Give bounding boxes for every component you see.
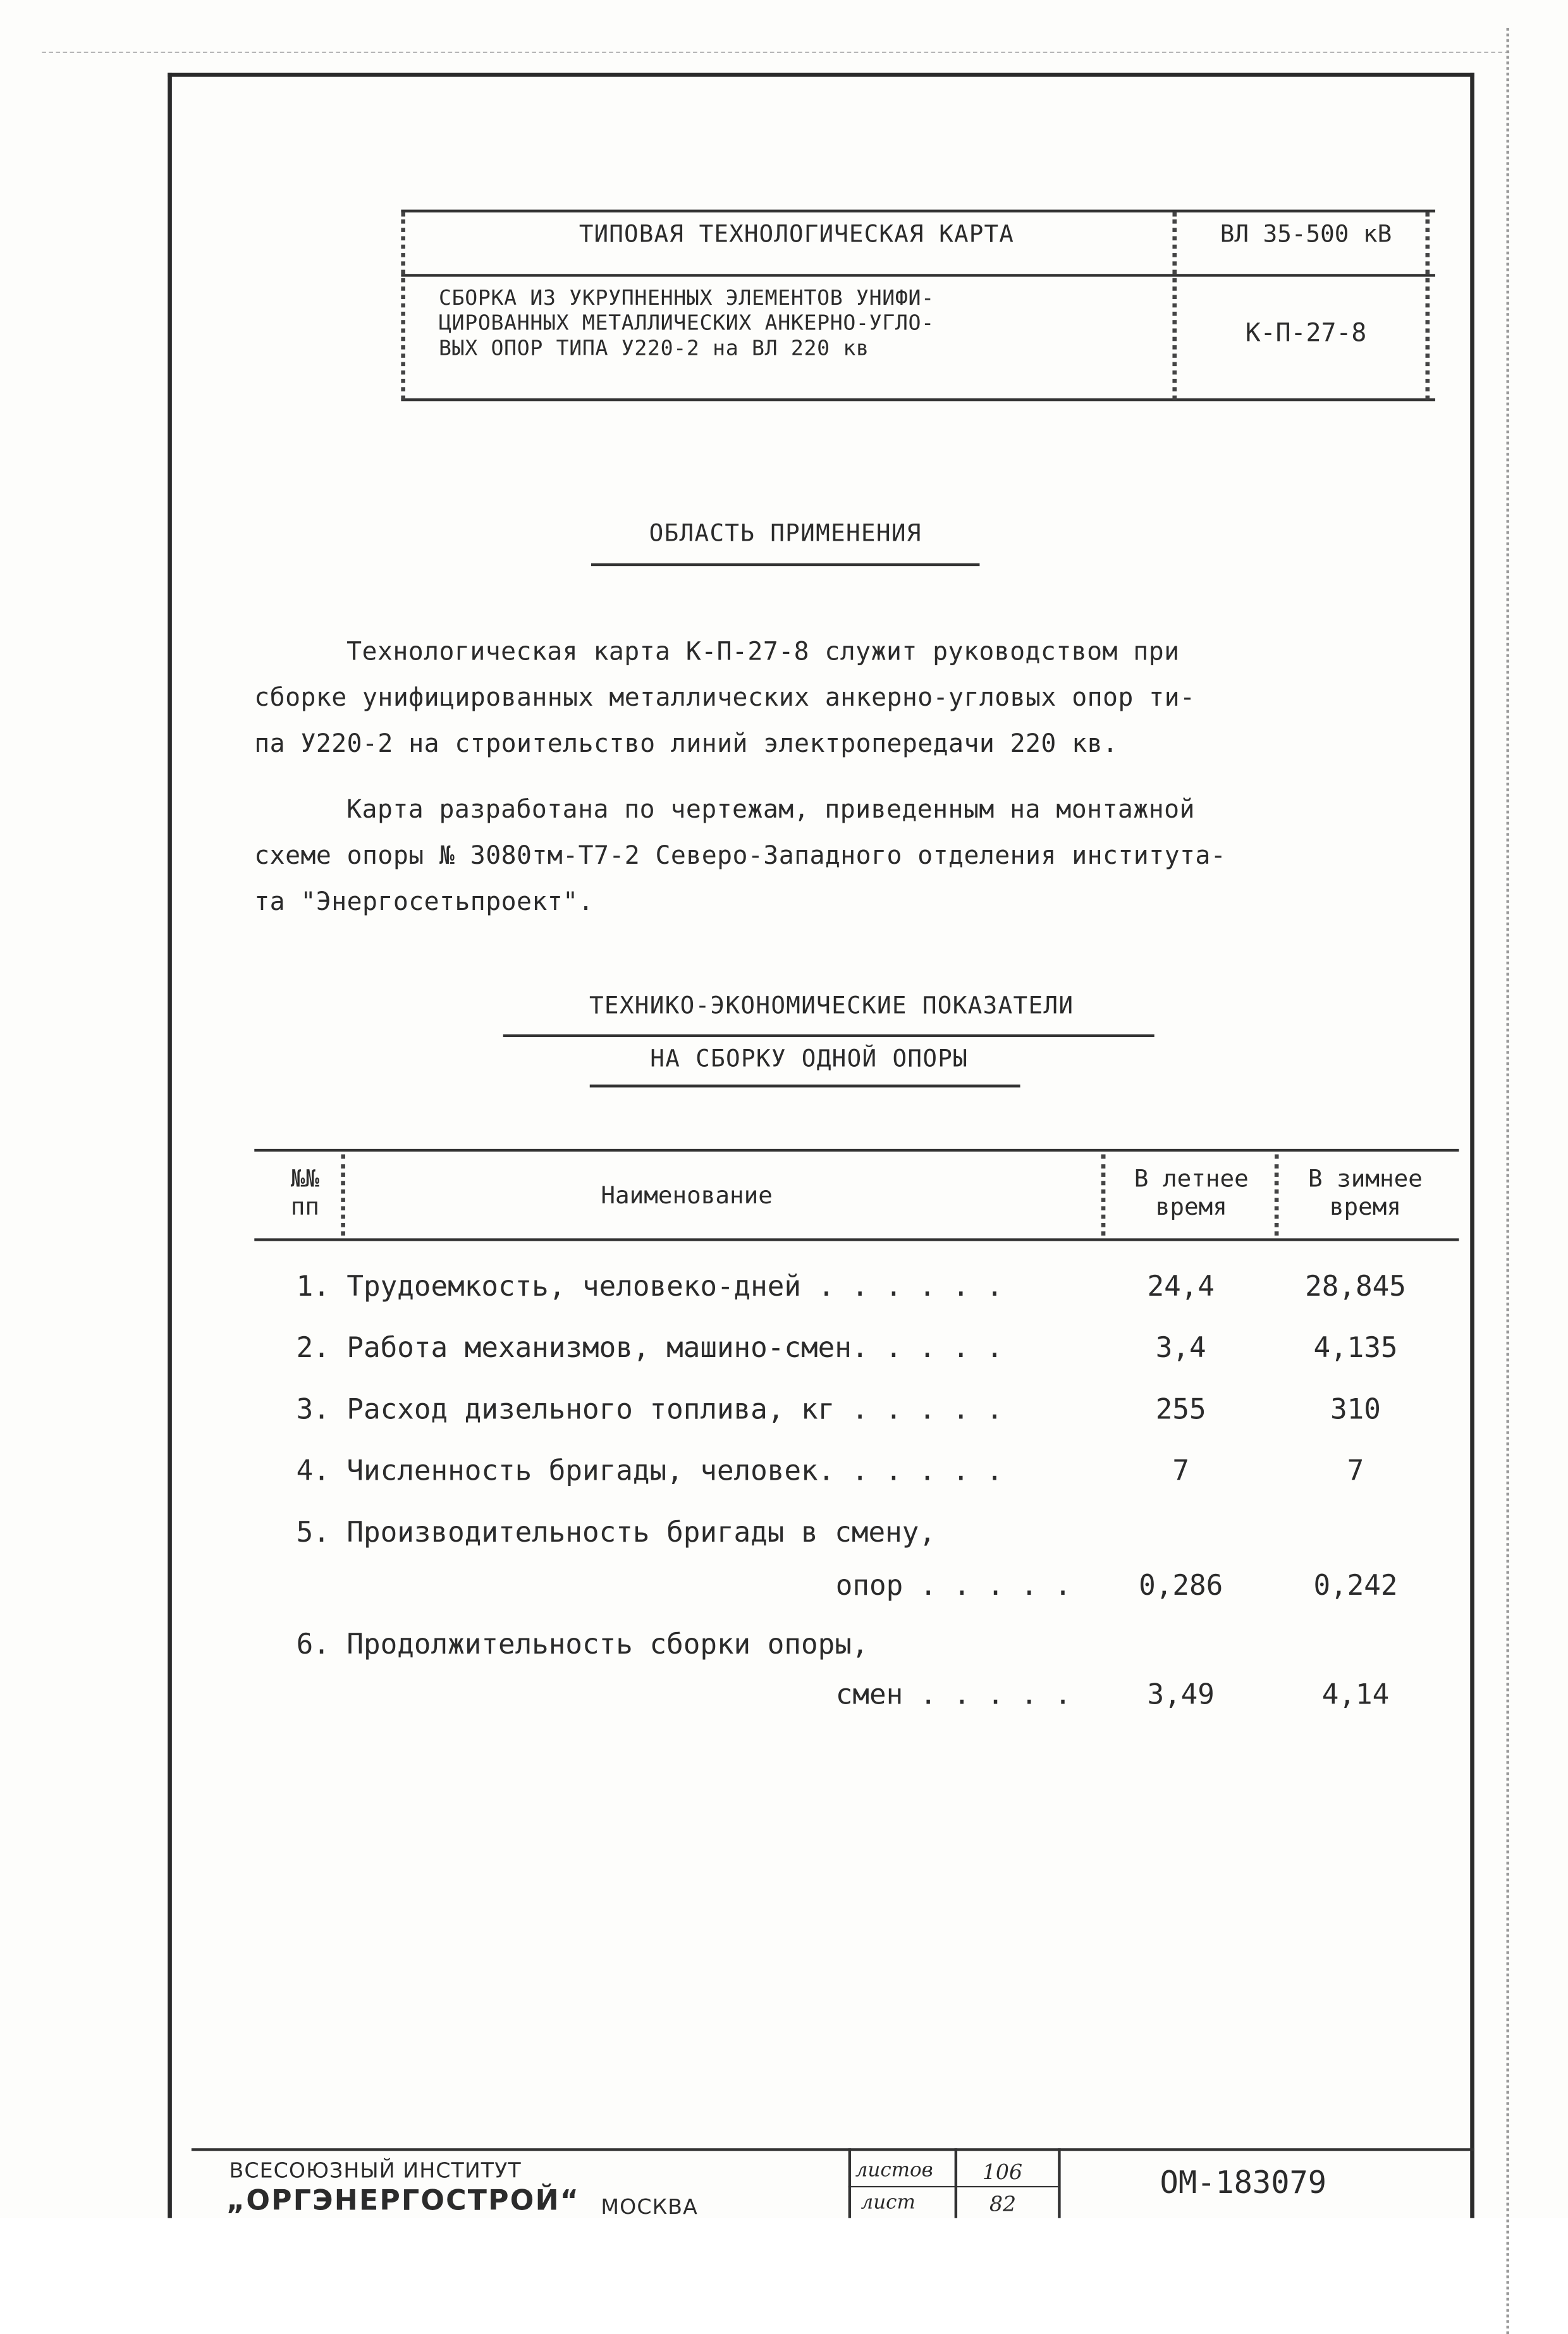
scope-paragraph-1-line: сборке унифицированных металлических анкерно-угловых опор ти-	[254, 683, 1196, 713]
title-block-middle-rule	[401, 274, 1435, 276]
table-row-text: 5. Производительность бригады в смену,	[296, 1514, 936, 1549]
footer-divider-horizontal	[848, 2186, 1058, 2187]
indicators-heading-underline-2	[590, 1084, 1020, 1087]
subtitle-line: ЦИРОВАННЫХ МЕТАЛЛИЧЕСКИХ АНКЕРНО-УГЛО-	[439, 310, 934, 336]
title-block-left-divider	[401, 212, 405, 400]
sheet-number: 82	[989, 2191, 1017, 2217]
table-row-winter-value: 7	[1347, 1453, 1364, 1487]
table-divider-number	[341, 1155, 345, 1236]
perforation-edge	[1507, 28, 1509, 2334]
scope-paragraph-2-line: та "Энергосетьпроект".	[254, 887, 594, 917]
sheets-label: листов	[855, 2159, 933, 2182]
document-number: ОМ-183079	[1160, 2166, 1327, 2202]
city: МОСКВА	[601, 2194, 698, 2220]
document-title: ТИПОВАЯ ТЕХНОЛОГИЧЕСКАЯ КАРТА	[579, 221, 1014, 249]
column-header-winter-line: В зимнее	[1308, 1165, 1423, 1194]
table-row-summer-value: 7	[1172, 1453, 1189, 1487]
table-row-summer-value: 3,4	[1155, 1330, 1206, 1365]
table-row-winter-value: 4,14	[1321, 1677, 1390, 1711]
indicators-heading-line1: ТЕХНИКО-ЭКОНОМИЧЕСКИЕ ПОКАЗАТЕЛИ	[589, 992, 1074, 1021]
table-row-winter-value: 310	[1330, 1392, 1381, 1426]
scope-heading-underline	[591, 563, 979, 566]
indicators-heading-line2: НА СБОРКУ ОДНОЙ ОПОРЫ	[650, 1045, 969, 1074]
table-row-text: 3. Расход дизельного топлива, кг . . . . .	[296, 1392, 1003, 1426]
table-row-summer-value: 0,286	[1139, 1568, 1223, 1602]
column-header-number-line: №№	[290, 1165, 320, 1194]
table-row-text: 1. Трудоемкость, человеко-дней . . . . . .	[296, 1268, 1003, 1303]
table-row-text: 4. Численность бригады, человек. . . . . .	[296, 1453, 1003, 1487]
column-header-name: Наименование	[601, 1182, 773, 1211]
title-block-bottom-rule	[401, 398, 1435, 401]
sheet-label: лист	[861, 2191, 916, 2214]
subtitle-line: СБОРКА ИЗ УКРУПНЕННЫХ ЭЛЕМЕНТОВ УНИФИ-	[439, 285, 934, 310]
voltage-range: ВЛ 35-500 кВ	[1220, 221, 1392, 249]
table-divider-winter	[1275, 1155, 1279, 1236]
table-row-continuation: опор . . . . .	[835, 1568, 1072, 1602]
title-block-top-rule	[401, 210, 1435, 212]
institute-name-line2: „ОРГЭНЕРГОСТРОЙ“	[226, 2183, 580, 2217]
card-number: К-П-27-8	[1245, 318, 1367, 348]
table-row-text: 6. Продолжительность сборки опоры,	[296, 1626, 869, 1661]
table-row-text: 2. Работа механизмов, машино-смен. . . . .	[296, 1330, 1003, 1365]
scan-artifact-line	[42, 52, 1509, 53]
footer-divider	[955, 2148, 957, 2218]
table-row-summer-value: 3,49	[1147, 1677, 1215, 1711]
table-row-continuation: смен . . . . .	[835, 1677, 1072, 1711]
scope-heading: ОБЛАСТЬ ПРИМЕНЕНИЯ	[649, 520, 922, 548]
column-header-winter-line: время	[1329, 1193, 1402, 1222]
table-row-winter-value: 28,845	[1305, 1268, 1406, 1303]
column-header-number	[291, 1165, 319, 1221]
page-frame	[168, 73, 1474, 2218]
table-row-winter-value: 4,135	[1313, 1330, 1398, 1365]
footer-divider	[1058, 2148, 1060, 2218]
sheets-count: 106	[982, 2159, 1023, 2185]
footer-divider	[848, 2148, 851, 2218]
document-subtitle	[439, 285, 1179, 360]
table-top-rule	[254, 1149, 1459, 1152]
table-header-rule	[254, 1238, 1459, 1241]
column-header-number-line: пп	[290, 1193, 320, 1222]
table-divider-summer	[1101, 1155, 1106, 1236]
table-row-summer-value: 255	[1155, 1392, 1206, 1426]
column-header-winter	[1283, 1165, 1448, 1221]
column-header-summer-line: время	[1155, 1193, 1227, 1222]
indicators-heading-underline-1	[503, 1035, 1155, 1037]
column-header-summer	[1111, 1165, 1271, 1221]
scope-paragraph-2-line: схеме опоры № 3080тм-Т7-2 Северо-Западного отделения института-	[254, 841, 1227, 871]
scope-paragraph-1-line: па У220-2 на строительство линий электропередачи 220 кв.	[254, 729, 1118, 759]
table-row-summer-value: 24,4	[1147, 1268, 1215, 1303]
subtitle-line: ВЫХ ОПОР ТИПА У220-2 на ВЛ 220 кв	[439, 335, 869, 361]
column-header-summer-line: В летнее	[1134, 1165, 1249, 1194]
table-row-winter-value: 0,242	[1313, 1568, 1398, 1602]
scope-paragraph-1-line: Технологическая карта К-П-27-8 служит руководством при	[346, 637, 1180, 667]
scope-paragraph-2-line: Карта разработана по чертежам, приведенным на монтажной	[346, 795, 1195, 825]
institute-name-line1: ВСЕСОЮЗНЫЙ ИНСТИТУТ	[229, 2158, 522, 2184]
